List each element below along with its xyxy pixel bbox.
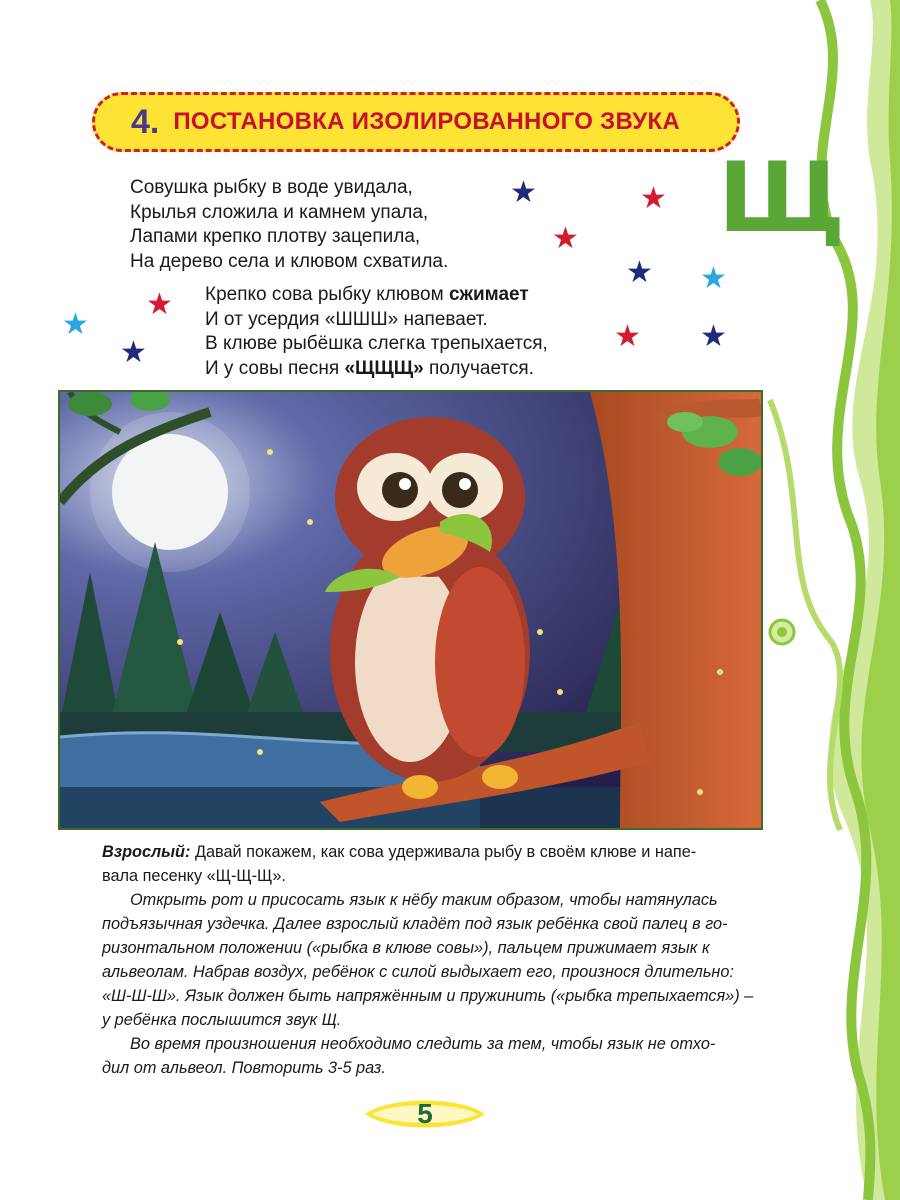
- poem-line: Крепко сова рыбку клювом сжимает: [205, 284, 529, 305]
- poem-line: Лапами крепко плотву зацепила,: [130, 226, 421, 247]
- poem-stanza-2: [205, 283, 548, 381]
- star-icon: ★: [614, 319, 641, 354]
- star-icon: ★: [146, 287, 173, 322]
- page-number-badge: [360, 1088, 490, 1140]
- poem-line: На дерево села и клювом схватила.: [130, 250, 449, 272]
- paragraph-instructions: Открыть рот и присосать язык к нёбу таким образом, чтобы натянулась подъязычная уздечка. Далее взрослый кладёт под язык ребёнка свой палец в го- ризонтальном положении («рыбка в клюве совы»), пальцем прижимает язык к альвеолам. Набрав воздух, ребёнок с силой выдыхает его, произнося длительно: «Ш-Ш-Ш». Язык должен быть напряжённым и пружинить («рыбка трепыхается») – у ребёнка послышится звук Щ.: [102, 891, 754, 1029]
- instructions-text: [102, 840, 778, 1080]
- poem-line: Крылья сложила и камнем упала,: [130, 201, 429, 223]
- star-icon: ★: [552, 221, 579, 256]
- paragraph-repeat: Во время произношения необходимо следить за тем, чтобы язык не отхо- дил от альвеол. Повторить 3-5 раз.: [102, 1035, 716, 1077]
- star-icon: ★: [640, 181, 667, 216]
- poem-stanza-1: [130, 176, 448, 274]
- big-letter: Щ: [718, 142, 846, 254]
- poem-line: И у совы песня «ЩЩЩ» получается.: [205, 357, 534, 379]
- poem-line: И от усердия «ШШШ» напевает.: [205, 308, 488, 330]
- star-icon: ★: [62, 307, 89, 342]
- page-number: 5: [417, 1098, 433, 1129]
- section-number: 4.: [131, 102, 160, 141]
- star-icon: ★: [700, 319, 727, 354]
- owl-illustration: [58, 390, 763, 830]
- section-header: [92, 92, 740, 152]
- star-icon: ★: [700, 261, 727, 296]
- poem-line: В клюве рыбёшка слегка трепыхается,: [205, 333, 548, 354]
- section-title: ПОСТАНОВКА ИЗОЛИРОВАННОГО ЗВУКА: [173, 108, 681, 135]
- star-icon: ★: [120, 335, 147, 370]
- star-icon: ★: [510, 175, 537, 210]
- adult-label: Взрослый:: [102, 843, 191, 861]
- poem-line: Совушка рыбку в воде увидала,: [130, 177, 413, 198]
- paragraph-adult: Взрослый: Давай покажем, как сова удерживала рыбу в своём клюве и напе- вала песенку «Щ-Щ-Щ».: [102, 843, 697, 885]
- star-icon: ★: [626, 255, 653, 290]
